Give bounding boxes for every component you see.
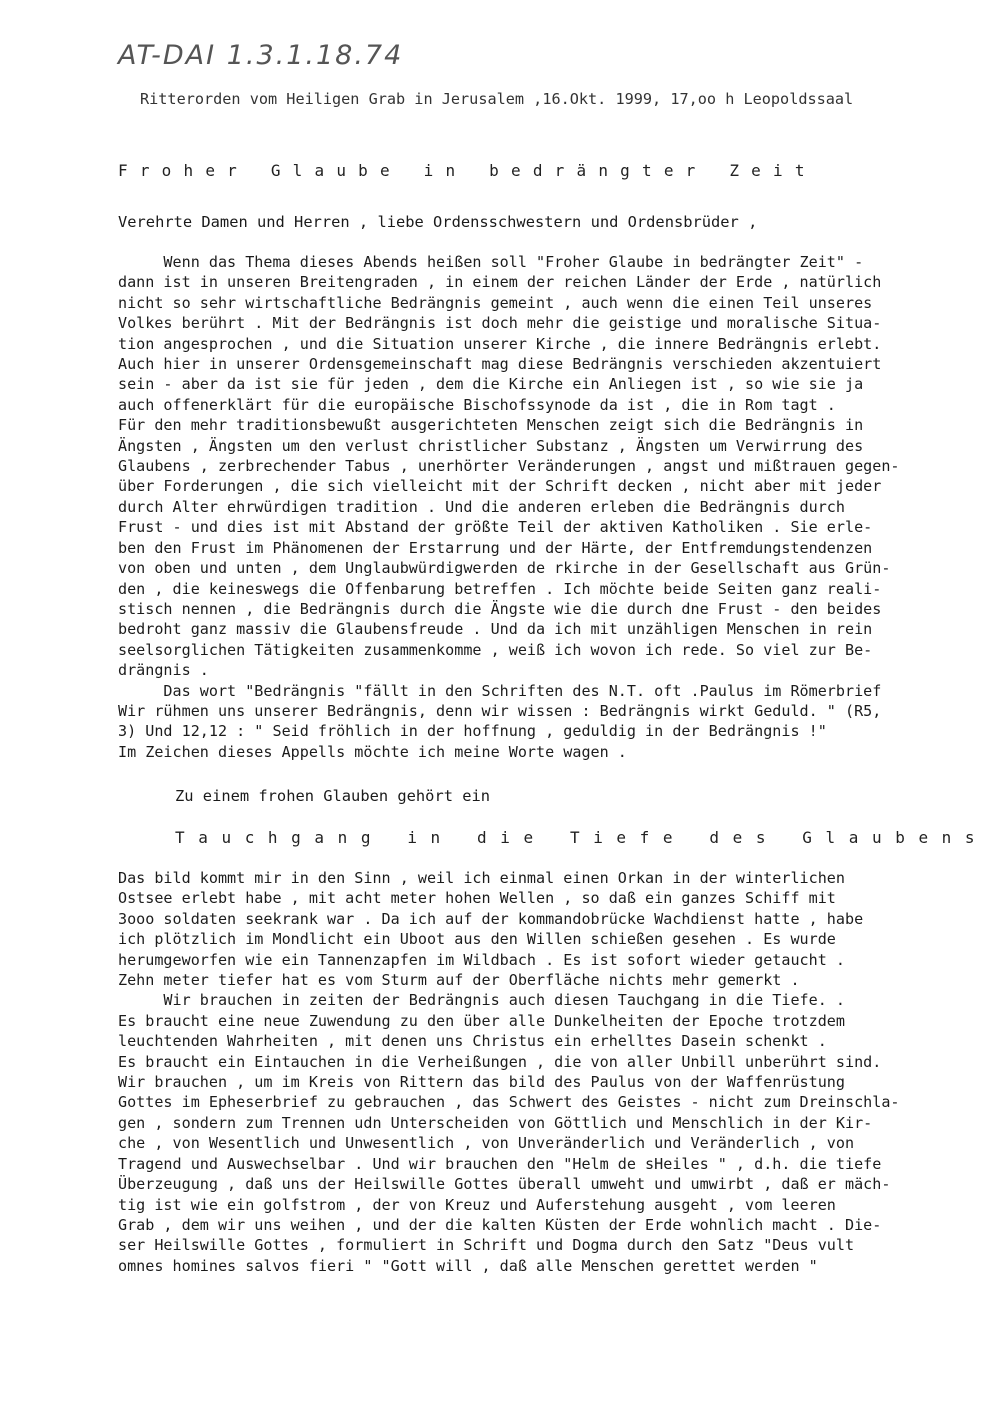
text-line: Es braucht eine neue Zuwendung zu den über alle Dunkelheiten der Epoche trotzdem xyxy=(118,1011,845,1030)
text-line: drängnis . xyxy=(118,661,209,680)
text-line: den , die keineswegs die Offenbarung betreffen . Ich möchte beide Seiten ganz reali- xyxy=(118,579,882,598)
text-line: leuchtenden Wahrheiten , mit denen uns Christus ein erhelltes Dasein schenkt . xyxy=(118,1032,827,1051)
section-subtitle: Tauchgang in die Tiefe des Glaubens xyxy=(175,828,989,847)
document-title: Froher Glaube in bedrängter Zeit xyxy=(118,161,817,180)
text-line: Ängsten , Ängsten um den verlust christlicher Substanz , Ängsten um Verwirrung des xyxy=(118,436,864,455)
text-line: Für den mehr traditionsbewußt ausgerichteten Menschen zeigt sich die Bedrängnis in xyxy=(118,416,864,435)
text-line: 3ooo soldaten seekrank war . Da ich auf der kommandobrücke Wachdienst hatte , habe xyxy=(118,909,864,928)
text-line: ser Heilswille Gottes , formuliert in Schrift und Dogma durch den Satz "Deus vult xyxy=(118,1236,855,1255)
section-intro: Zu einem frohen Glauben gehört ein xyxy=(175,787,491,805)
text-line: von oben und unten , dem Unglaubwürdigwerden de rkirche in der Gesellschaft aus Grün- xyxy=(118,559,891,578)
text-line: sein - aber da ist sie für jeden , dem die Kirche ein Anliegen ist , so wie sie ja xyxy=(118,375,864,394)
text-line: stisch nennen , die Bedrängnis durch die Ängste wie die durch dne Frust - den beides xyxy=(118,599,882,618)
text-line: Wenn das Thema dieses Abends heißen soll "Froher Glaube in bedrängter Zeit" - xyxy=(118,253,864,271)
text-line: Wir brauchen , um im Kreis von Rittern das bild des Paulus von der Waffenrüstung xyxy=(118,1073,845,1092)
text-line: Es braucht ein Eintauchen in die Verheißungen , die von aller Unbill unberührt sind. xyxy=(118,1052,882,1071)
text-line: dann ist in unseren Breitengraden , in einem der reichen Länder der Erde , natürlich xyxy=(118,273,882,292)
body-section-2 xyxy=(118,868,968,1276)
text-line: Frust - und dies ist mit Abstand der größte Teil der aktiven Katholiken . Sie erle- xyxy=(118,518,873,537)
text-line: ich plötzlich im Mondlicht ein Uboot aus den Willen schießen gesehen . Es wurde xyxy=(118,930,836,949)
text-line: Im Zeichen dieses Appells möchte ich meine Worte wagen . xyxy=(118,742,627,761)
text-line: durch Alter ehrwürdigen tradition . Und die anderen erleben die Bedrängnis durch xyxy=(118,497,845,516)
text-line: Wir brauchen in zeiten der Bedrängnis auch diesen Tauchgang in die Tiefe. . xyxy=(118,991,845,1010)
text-line: omnes homines salvos fieri " "Gott will , daß alle Menschen gerettet werden " xyxy=(118,1256,818,1275)
text-line: Das bild kommt mir in den Sinn , weil ich einmal einen Orkan in der winterlichen xyxy=(118,869,845,887)
text-line: Grab , dem wir uns weihen , und der die kalten Küsten der Erde wohnlich macht . Die- xyxy=(118,1215,882,1234)
text-line: ben den Frust im Phänomenen der Erstarrung und der Härte, der Entfremdungstendenzen xyxy=(118,538,873,557)
text-line: tig ist wie ein golfstrom , der von Kreuz und Auferstehung ausgeht , vom leeren xyxy=(118,1195,836,1214)
text-line: herumgeworfen wie ein Tannenzapfen im Wildbach . Es ist sofort wieder getaucht . xyxy=(118,950,845,969)
archive-signature: AT-DAI 1.3.1.18.74 xyxy=(118,40,404,71)
text-line: gen , sondern zum Trennen udn Unterscheiden von Göttlich und Menschlich in der Kir- xyxy=(118,1113,873,1132)
text-line: Auch hier in unserer Ordensgemeinschaft mag diese Bedrängnis verschieden akzentuiert xyxy=(118,355,882,374)
text-line: Zehn meter tiefer hat es vom Sturm auf der Oberfläche nichts mehr gemerkt . xyxy=(118,971,800,990)
event-header: Ritterorden vom Heiligen Grab in Jerusalem ,16.Okt. 1999, 17,oo h Leopoldssaal xyxy=(140,90,854,108)
text-line: Überzeugung , daß uns der Heilswille Gottes überall umweht und umwirbt , daß er mäch- xyxy=(118,1175,891,1194)
text-line: nicht so sehr wirtschaftliche Bedrängnis gemeint , auch wenn die einen Teil unseres xyxy=(118,293,873,312)
text-line: 3) Und 12,12 : " Seid fröhlich in der hoffnung , geduldig in der Bedrängnis !" xyxy=(118,722,827,741)
text-line: Das wort "Bedrängnis "fällt in den Schriften des N.T. oft .Paulus im Römerbrief xyxy=(118,681,882,700)
body-section-1 xyxy=(118,252,968,762)
text-line: über Forderungen , die sich vielleicht mit der Schrift decken , nicht aber mit jeder xyxy=(118,477,882,496)
text-line: Tragend und Auswechselbar . Und wir brauchen den "Helm de sHeiles " , d.h. die tiefe xyxy=(118,1154,882,1173)
text-line: che , von Wesentlich und Unwesentlich , von Unveränderlich und Veränderlich , von xyxy=(118,1134,855,1153)
text-line: Glaubens , zerbrechender Tabus , unerhörter Veränderungen , angst und mißtrauen gegen- xyxy=(118,457,900,476)
text-line: seelsorglichen Tätigkeiten zusammenkomme , weiß ich wovon ich rede. So viel zur Be- xyxy=(118,640,873,659)
text-line: auch offenerklärt für die europäische Bischofssynode da ist , die in Rom tagt . xyxy=(118,395,836,414)
text-line: bedroht ganz massiv die Glaubensfreude . Und da ich mit unzähligen Menschen in rein xyxy=(118,620,873,639)
text-line: Volkes berührt . Mit der Bedrängnis ist doch mehr die geistige und moralische Situa- xyxy=(118,314,882,333)
salutation: Verehrte Damen und Herren , liebe Ordensschwestern und Ordensbrüder , xyxy=(118,213,758,231)
text-line: Ostsee erlebt habe , mit acht meter hohen Wellen , so daß ein ganzes Schiff mit xyxy=(118,889,836,908)
text-line: Wir rühmen uns unserer Bedrängnis, denn wir wissen : Bedrängnis wirkt Geduld. " (R5, xyxy=(118,701,882,720)
text-line: Gottes im Epheserbrief zu gebrauchen , das Schwert des Geistes - nicht zum Dreinschla- xyxy=(118,1093,900,1112)
text-line: tion angesprochen , und die Situation unserer Kirche , die innere Bedrängnis erlebt. xyxy=(118,334,882,353)
